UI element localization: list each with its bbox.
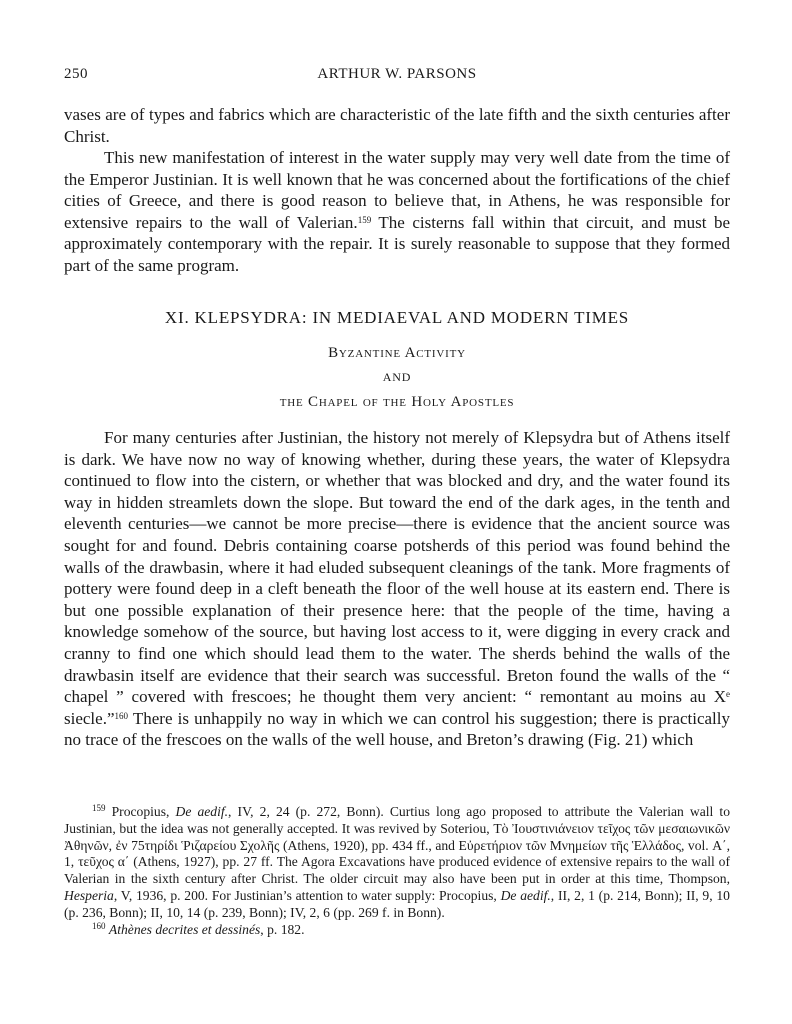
footnote-number: 159 [92,803,106,813]
footnote-ref-159: 159 [357,214,372,225]
superscript-e: e [726,689,730,700]
paragraph-text: There is unhappily no way in which we can control his suggestion; there is practically no trace of the frescoes on the walls of the well house, and Breton’s drawing (Fig. 21) which [64,708,730,750]
section-title: XI. KLEPSYDRA: IN MEDIAEVAL AND MODERN TIMES [164,308,630,327]
footnote-italic: Hesperia [64,887,114,903]
footnote-ref-160: 160 [114,710,128,721]
footnote-159 [64,804,730,922]
footnote-italic: Athènes decrites et dessinés [108,921,261,937]
footnote-text: , II, 2, 1 (p. 214, Bonn); II, 9, 10 (p. 236, Bonn); II, 10, 14 (p. 239, Bonn); IV, 2, 6 (pp. 269 f. in Bonn). [64,887,730,920]
footnote-italic: De aedif. [500,887,551,903]
paragraph-text: siecle.” [64,708,115,728]
paragraph-text: This new manifestation of interest in the water supply may very well date from the time of the Emperor Justinian. It is well known that he was concerned about the fortifications of the chief cities of Greece, and there is good reason to believe that, in Athens, he was responsible for extensive repairs to the wall of Valerian. [64,148,730,232]
subtitle-and: AND [382,370,412,384]
footnote-italic: De aedif. [175,804,229,819]
subtitle-chapel: the Chapel of the Holy Apostles [279,394,515,410]
footnote-160 [64,922,730,939]
footnote-text: , V, 1936, p. 200. For Justinian’s attention to water supply: Procopius, [113,887,501,903]
running-title: ARTHUR W. PARSONS [317,66,477,82]
footnote-text: , IV, 2, 24 (p. 272, Bonn). Curtius long ago proposed to attribute the Valerian wall to Justinian, but the idea was not generally accepted. It was revived by Soteriou, Τὸ Ἰουστινιάνειον τεῖχος τῶν μεσαιωνικῶν Ἀθηνῶν, ἐν 75τηρίδι Ῥιζαρείου Σχολῆς (Athens, 1920), pp. 434 ff., and Εὐρετήριον τῶν Μνημείων τῆς Ἑλλάδος, vol. Α΄, 1, τεῦχος α΄ (Athens, 1927), pp. 27 ff. The Agora Excavations have produced evidence of extensive repairs to the wall of Valerian in the sixth century after Christ. The older circuit may also have been put in order at this time, Thompson, [64,804,730,887]
paragraph-continued [64,104,730,147]
paragraph-text: For many centuries after Justinian, the history not merely of Klepsydra but of Athens itself is dark. We have now no way of knowing whether, during these years, the water of Klepsydra continued to flow into the cistern, or whether that was blocked and dry, and the water found its way in hidden streamlets down the slope. But toward the end of the dark ages, in the tenth and eleventh centuries—we cannot be more precise—there is evidence that the ancient source was sought for and found. Debris containing coarse potsherds of this period was found behind the walls of the drawbasin, where it had eluded subsequent cleanings of the tank. More fragments of pottery were found deep in a cleft beneath the floor of the well house at its eastern end. There is but one possible explanation of their presence here: that the people of the time, having a knowledge somehow of the source, but having lost access to it, were digging in every crack and cranny to find one which should lead them to the water. The sherds behind the walls of the drawbasin itself are evidence that their search was successful. Breton found the walls of the “ chapel ” covered with frescoes; he thought them very ancient: “ remontant au moins au X [64,428,730,707]
paragraph-dark-ages [64,427,730,751]
footnote-text: Procopius, [105,804,176,819]
running-head [64,66,730,83]
paragraph-justinian [64,147,730,277]
footnote-text: , p. 182. [260,921,305,937]
paragraph-text: vases are of types and fabrics which are characteristic of the late fifth and the sixth centuries after Christ. [64,105,730,146]
subtitle-byzantine: Byzantine Activity [328,345,466,361]
page-number: 250 [64,66,88,82]
paragraph-text: The cisterns fall within that circuit, and must be approximately contemporary with the repair. It is surely reasonable to suppose that they formed part of the same program. [64,212,731,275]
footnote-number: 160 [92,920,106,931]
footnotes [64,804,730,938]
